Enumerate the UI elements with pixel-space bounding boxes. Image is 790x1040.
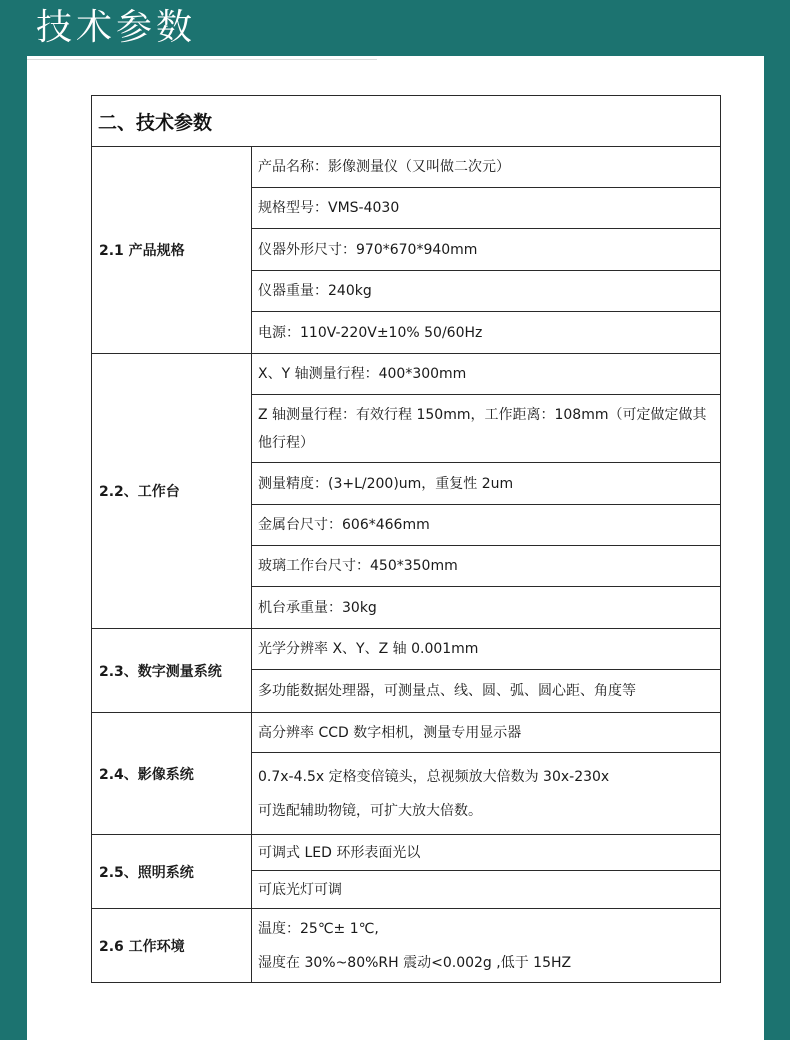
table-row bbox=[92, 354, 721, 395]
table-row bbox=[92, 909, 721, 983]
spec-value: 规格型号：VMS-4030 bbox=[252, 188, 721, 229]
spec-value: 金属台尺寸：606*466mm bbox=[252, 505, 721, 546]
spec-value: 0.7x-4.5x 定格变倍镜头，总视频放大倍数为 30x-230x bbox=[258, 768, 610, 785]
spec-value: 湿度在 30%~80%RH 震动<0.002g ,低于 15HZ bbox=[258, 954, 572, 971]
page-header bbox=[0, 0, 790, 56]
spec-value: 可选配辅助物镜，可扩大放大倍数。 bbox=[258, 802, 482, 819]
page-title: 技术参数 bbox=[36, 7, 197, 48]
divider bbox=[27, 59, 377, 60]
spec-value: 玻璃工作台尺寸：450*350mm bbox=[252, 546, 721, 587]
section-label: 2.6 工作环境 bbox=[92, 909, 252, 983]
spec-value: 光学分辨率 X、Y、Z 轴 0.001mm bbox=[252, 629, 721, 670]
spec-value: 高分辨率 CCD 数字相机，测量专用显示器 bbox=[252, 713, 721, 753]
table-row bbox=[92, 629, 721, 670]
spec-value: 可调式 LED 环形表面光以 bbox=[252, 835, 721, 871]
table-row bbox=[92, 835, 721, 871]
content-panel bbox=[27, 56, 764, 1040]
spec-value: 测量精度：(3+L/200)um，重复性 2um bbox=[252, 463, 721, 505]
spec-value: 可底光灯可调 bbox=[252, 871, 721, 909]
spec-value-group bbox=[252, 753, 721, 835]
spec-value: 电源：110V-220V±10% 50/60Hz bbox=[252, 312, 721, 354]
spec-table bbox=[91, 95, 721, 983]
table-row bbox=[92, 147, 721, 188]
spec-value-group bbox=[252, 909, 721, 983]
spec-value: 仪器外形尺寸：970*670*940mm bbox=[252, 229, 721, 271]
table-heading: 二、技术参数 bbox=[92, 96, 721, 147]
table-heading-row bbox=[92, 96, 721, 147]
spec-value: 多功能数据处理器，可测量点、线、圆、弧、圆心距、角度等 bbox=[252, 670, 721, 713]
section-label: 2.3、数字测量系统 bbox=[92, 629, 252, 713]
spec-value: X、Y 轴测量行程：400*300mm bbox=[252, 354, 721, 395]
table-row bbox=[92, 713, 721, 753]
spec-value: 仪器重量：240kg bbox=[252, 271, 721, 312]
spec-value: Z 轴测量行程：有效行程 150mm，工作距离：108mm（可定做定做其他行程） bbox=[252, 395, 721, 463]
section-label: 2.1 产品规格 bbox=[92, 147, 252, 354]
spec-value: 产品名称：影像测量仪（又叫做二次元） bbox=[252, 147, 721, 188]
spec-value: 温度：25℃± 1℃, bbox=[258, 920, 379, 937]
section-label: 2.4、影像系统 bbox=[92, 713, 252, 835]
section-label: 2.5、照明系统 bbox=[92, 835, 252, 909]
spec-value: 机台承重量：30kg bbox=[252, 587, 721, 629]
section-label: 2.2、工作台 bbox=[92, 354, 252, 629]
